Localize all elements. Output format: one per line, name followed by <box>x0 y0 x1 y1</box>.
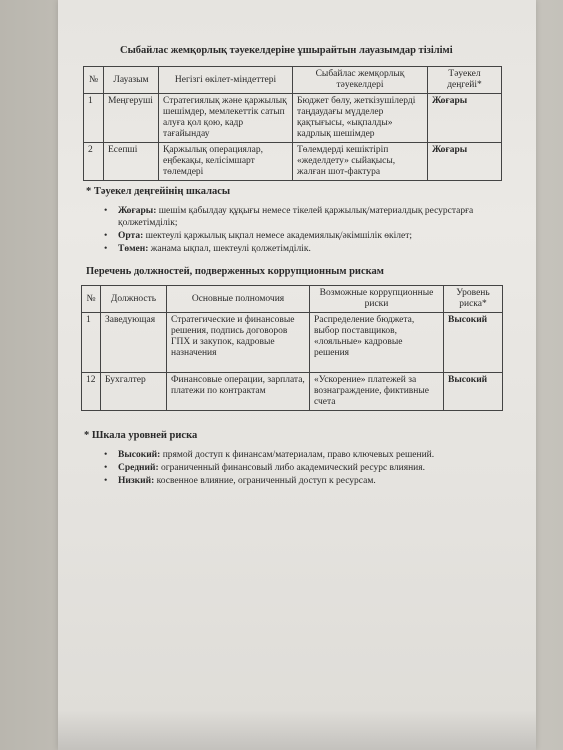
table-row <box>84 143 502 181</box>
scale-text: шектеулі қаржылық ықпал немесе академиялық/әкімшілік өкілет; <box>143 231 413 241</box>
scale-text: косвенное влияние, ограниченный доступ к ресурсам. <box>154 476 376 486</box>
list-item <box>104 475 504 487</box>
list-item <box>104 230 484 242</box>
ru-cell-risks: «Ускорение» платежей за вознаграждение, фиктивные счета <box>310 373 444 411</box>
kz-header-risks: Сыбайлас жемқорлық тәуекелдері <box>293 67 428 94</box>
kz-scale-list <box>104 205 484 256</box>
table-row <box>82 373 503 411</box>
kz-header-position: Лауазым <box>104 67 159 94</box>
kz-header-duties: Негізгі өкілет-міндеттері <box>159 67 293 94</box>
kz-cell-risks: Бюджет бөлу, жеткізушілерді таңдаудағы мүдделер қақтығысы, «ықпалды» кадрлық шешімдер <box>293 94 428 143</box>
ru-header-row <box>82 286 503 313</box>
kz-header-num: № <box>84 67 104 94</box>
ru-cell-num: 1 <box>82 313 101 373</box>
scale-text: прямой доступ к финансам/материалам, право ключевых решений. <box>160 450 435 460</box>
table-row <box>82 313 503 373</box>
ru-header-risks: Возможные коррупционные риски <box>310 286 444 313</box>
list-item <box>104 449 504 461</box>
ru-cell-position: Бухгалтер <box>101 373 167 411</box>
scale-label: Низкий: <box>118 476 155 486</box>
kz-cell-duties: Қаржылық операциялар, еңбекақы, келісімшарт төлемдері <box>159 143 293 181</box>
list-item <box>104 243 484 255</box>
paper-shadow <box>58 710 536 750</box>
scale-label: Орта: <box>118 231 144 241</box>
ru-header-num: № <box>82 286 101 313</box>
ru-cell-num: 12 <box>82 373 101 411</box>
table-row <box>84 94 502 143</box>
scale-label: Жоғары: <box>118 206 157 216</box>
ru-cell-position: Заведующая <box>101 313 167 373</box>
kz-cell-position: Есепші <box>104 143 159 181</box>
kz-table-title: Сыбайлас жемқорлық тәуекелдеріне ұшырайтын лауазымдар тізілімі <box>120 45 453 56</box>
kz-cell-level: Жоғары <box>428 143 502 181</box>
ru-cell-risks: Распределение бюджета, выбор поставщиков, «лояльные» кадровые решения <box>310 313 444 373</box>
ru-cell-level: Высокий <box>444 373 503 411</box>
ru-cell-duties: Стратегические и финансовые решения, подпись договоров ГПХ и закупок, кадровые назначения <box>167 313 310 373</box>
kz-cell-level: Жоғары <box>428 94 502 143</box>
ru-scale-title: * Шкала уровней риска <box>84 430 198 441</box>
kz-header-level: Тәуекел деңгейі* <box>428 67 502 94</box>
ru-header-position: Должность <box>101 286 167 313</box>
scale-label: Средний: <box>118 463 159 473</box>
ru-risk-table <box>81 285 503 411</box>
ru-header-duties: Основные полномочия <box>167 286 310 313</box>
ru-scale-list <box>104 449 504 488</box>
kz-scale-title: * Тәуекел деңгейінің шкаласы <box>86 186 231 197</box>
kz-cell-num: 2 <box>84 143 104 181</box>
kz-header-row <box>84 67 502 94</box>
kz-cell-risks: Төлемдерді кешіктіріп «жеделдету» сыйақысы, жалған шот-фактура <box>293 143 428 181</box>
scale-label: Төмен: <box>118 244 149 254</box>
kz-cell-position: Меңгеруші <box>104 94 159 143</box>
ru-table-title: Перечень должностей, подверженных коррупционным рискам <box>86 266 384 277</box>
scale-text: шешім қабылдау құқығы немесе тікелей қаржылық/материалдық ресурстарға қолжетімділік; <box>118 206 474 228</box>
ru-cell-duties: Финансовые операции, зарплата, платежи по контрактам <box>167 373 310 411</box>
ru-cell-level: Высокий <box>444 313 503 373</box>
list-item <box>104 462 504 474</box>
kz-risk-table <box>83 66 502 181</box>
scale-text: жанама ықпал, шектеулі қолжетімділік. <box>148 244 311 254</box>
ru-header-level: Уровень риска* <box>444 286 503 313</box>
list-item <box>104 205 484 229</box>
kz-cell-duties: Стратегиялық және қаржылық шешімдер, мемлекеттік сатып алуға қол қою, кадр тағайындау <box>159 94 293 143</box>
scale-label: Высокий: <box>118 450 161 460</box>
kz-cell-num: 1 <box>84 94 104 143</box>
scale-text: ограниченный финансовый либо академический ресурс влияния. <box>158 463 426 473</box>
